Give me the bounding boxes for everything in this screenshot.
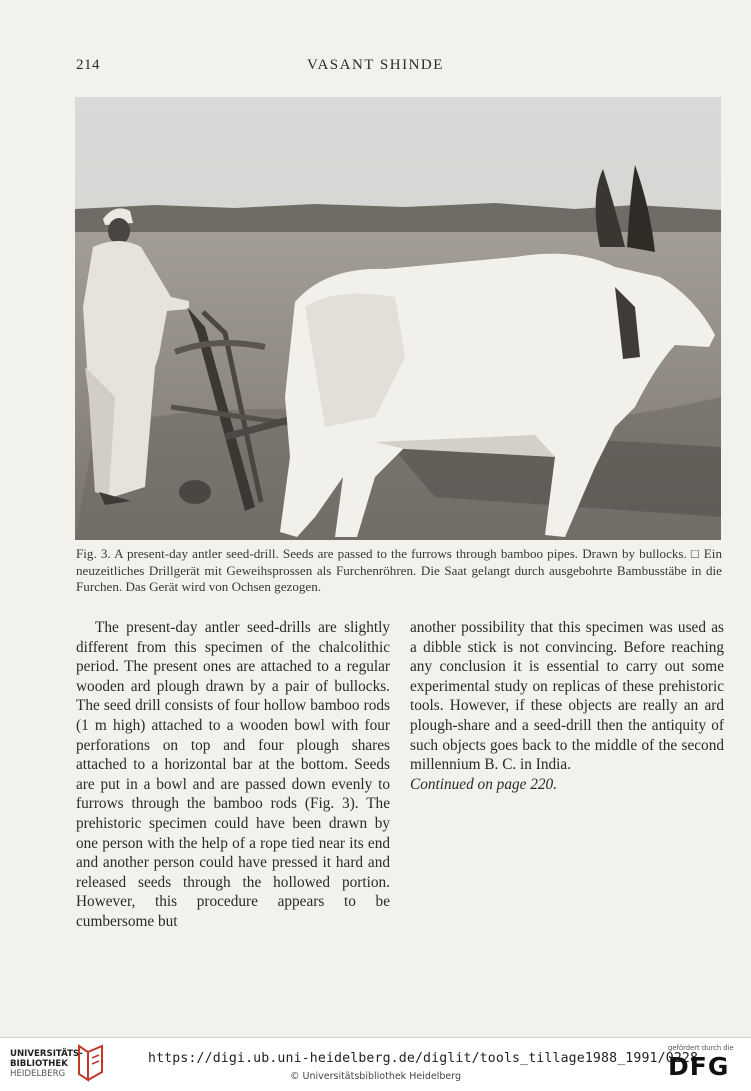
library-line: UNIVERSITÄTS- <box>10 1049 83 1059</box>
dfg-logo[interactable]: DFG <box>668 1052 730 1081</box>
caption-text: Fig. 3. A present-day antler seed-drill. Seeds are passed to the furrows through bamboo pipes. Drawn by bullocks. □ Ein neuzeitliches Drillgerät mit Geweihsprossen als Furchenröhren. Die Saat gelangt durch ausgebohrte Bambusstäbe in die Furchen. Das Gerät wird von Ochsen gezogen. <box>76 546 722 594</box>
text-column-right <box>410 618 724 794</box>
viewer-footer <box>0 1037 751 1091</box>
sponsor-note: gefördert durch die <box>668 1044 734 1052</box>
library-line: BIBLIOTHEK <box>10 1059 68 1069</box>
paragraph: another possibility that this specimen was used as a dibble stick is not convincing. Before reaching any conclusion it is essential to carry out some experimental study on replicas of these prehistoric tools. However, if these objects are really an ard plough-share and a seed-drill then the antiquity of such objects goes back to the middle of the second millennium B. C. in India. <box>410 619 724 774</box>
library-line: HEIDELBERG <box>10 1069 66 1079</box>
continued-note: Continued on page 220. <box>410 775 558 793</box>
running-head: VASANT SHINDE <box>307 57 444 73</box>
paragraph: The present-day antler seed-drills are slightly different from this specimen of the chalcolithic period. The present ones are attached to a regular wooden ard plough drawn by a pair of bullocks. The seed drill consists of four hollow bamboo rods (1 m high) attached to a wooden bowl with four perforations on top and four plough shares attached to a horizontal bar at the bottom. Seeds are put in a bowl and are passed down evenly to furrows through the bamboo rods (Fig. 3). The prehistoric specimen could have been drawn by one person with the help of a rope tied near its end and another person could have pressed it hard and released seeds through the hollowed portion. However, this procedure appears to be cumbersome but <box>76 619 390 930</box>
figure-caption <box>76 546 722 596</box>
text-column-left <box>76 618 390 932</box>
figure-photo <box>75 97 721 540</box>
document-url-link[interactable]: https://digi.ub.uni-heidelberg.de/diglit/tools_tillage1988_1991/0228 <box>148 1051 699 1066</box>
copyright-text: © Universitätsbibliothek Heidelberg <box>289 1071 461 1082</box>
page-number: 214 <box>76 57 100 73</box>
